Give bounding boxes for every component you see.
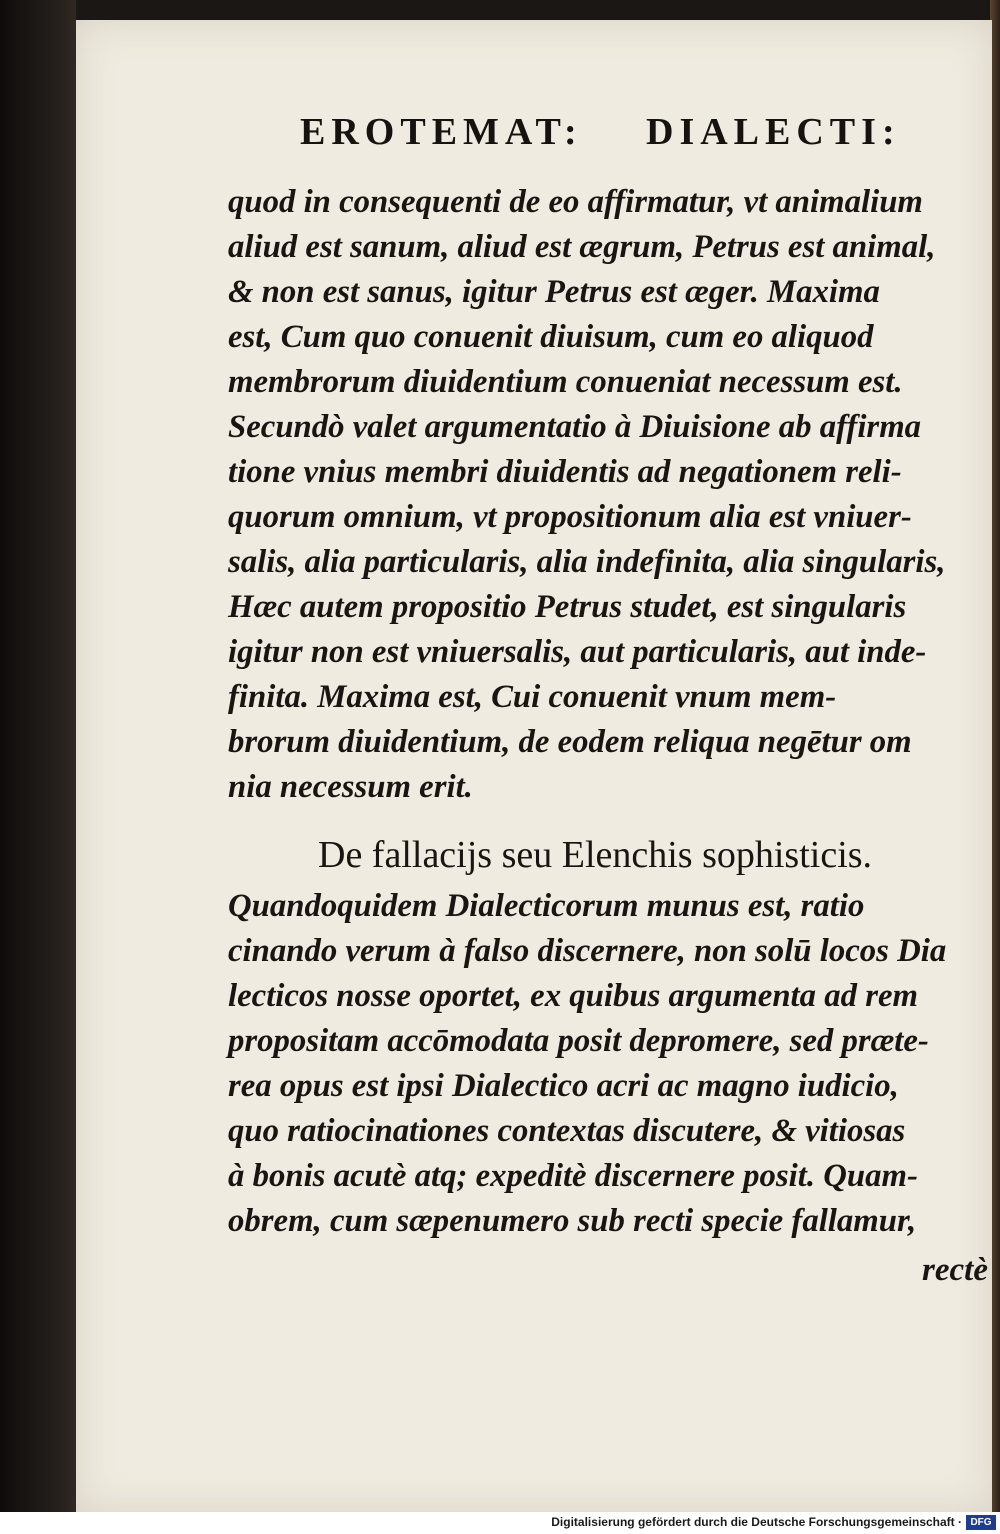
- text-line: Quandoquidem Dialecticorum munus est, ratio: [228, 888, 865, 924]
- text-line: quo ratiocinationes contextas discutere, & vitiosas: [228, 1113, 906, 1149]
- section-heading: De fallacijs seu Elenchis sophisticis.: [318, 834, 873, 876]
- text-line: propositam accōmodata posit depromere, sed præte-: [228, 1023, 929, 1059]
- text-line: rea opus est ipsi Dialectico acri ac magno iudicio,: [228, 1068, 899, 1104]
- text-line: brorum diuidentium, de eodem reliqua negētur om: [228, 724, 912, 760]
- text-line: membrorum diuidentium conueniat necessum est.: [228, 364, 903, 400]
- text-line: igitur non est vniuersalis, aut particularis, aut inde-: [228, 634, 927, 670]
- text-line: aliud est sanum, aliud est ægrum, Petrus est animal,: [228, 229, 936, 265]
- text-line: & non est sanus, igitur Petrus est æger. Maxima: [228, 274, 880, 310]
- text-line: cinando verum à falso discernere, non solū locos Dia: [228, 933, 947, 969]
- digitization-note: Digitalisierung gefördert durch die Deutsche Forschungsgemeinschaft ·: [551, 1515, 962, 1529]
- text-line: Hæc autem propositio Petrus studet, est singularis: [228, 589, 907, 625]
- paragraph-1: [228, 180, 988, 810]
- text-line: nia necessum erit.: [228, 769, 473, 805]
- paragraph-2: [228, 884, 988, 1244]
- running-head-right: DIALECTI:: [646, 111, 901, 153]
- text-line: quorum omnium, vt propositionum alia est vniuer-: [228, 499, 912, 535]
- text-line: quod in consequenti de eo affirmatur, vt animalium: [228, 184, 923, 220]
- running-head-left: EROTEMAT:: [300, 111, 583, 153]
- running-head: [300, 110, 920, 160]
- book-binding-left: [0, 0, 76, 1512]
- footer-bar: [0, 1512, 1000, 1534]
- text-line: obrem, cum sæpenumero sub recti specie fallamur,: [228, 1203, 917, 1239]
- text-line: Secundò valet argumentatio à Diuisione ab affirma: [228, 409, 922, 445]
- text-line: à bonis acutè atq; expeditè discernere posit. Quam-: [228, 1158, 918, 1194]
- text-line: lecticos nosse oportet, ex quibus argumenta ad rem: [228, 978, 918, 1014]
- text-line: salis, alia particularis, alia indefinita, alia singularis,: [228, 544, 946, 580]
- dfg-logo-icon: DFG: [966, 1515, 996, 1530]
- text-line: finita. Maxima est, Cui conuenit vnum mem-: [228, 679, 837, 715]
- catchword: rectè: [922, 1252, 988, 1288]
- text-line: tione vnius membri diuidentis ad negationem reli-: [228, 454, 902, 490]
- text-line: est, Cum quo conuenit diuisum, cum eo aliquod: [228, 319, 874, 355]
